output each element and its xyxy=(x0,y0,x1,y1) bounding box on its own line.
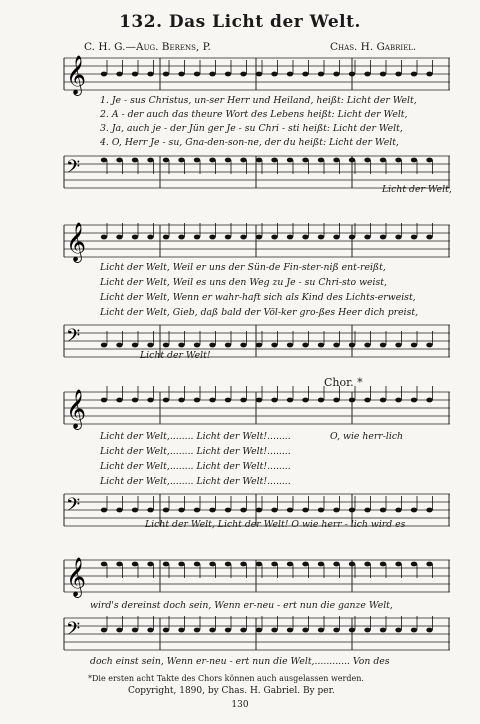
treble-clef-icon: 𝄞 xyxy=(66,222,87,262)
note-head xyxy=(287,562,293,567)
note-head xyxy=(380,72,386,77)
note-head xyxy=(163,343,169,348)
note-head xyxy=(147,343,153,348)
note-head xyxy=(194,235,200,240)
verse-line-1-3: 3. Ja, auch je - der Jün ger Je - su Chri - sti heißt: Licht der Welt, xyxy=(100,123,403,134)
footnote: *Die ersten acht Takte des Chors können auch ausgelassen werden. xyxy=(88,674,364,683)
bass-staff-4 xyxy=(64,618,450,652)
bass-clef-icon: 𝄢 xyxy=(66,619,81,644)
note-head xyxy=(116,235,122,240)
treble-staff-3 xyxy=(64,389,450,429)
chorus-verse-4: Licht der Welt,........ Licht der Welt!........ xyxy=(100,476,291,487)
note-head xyxy=(271,628,277,633)
note-head xyxy=(225,562,231,567)
note-head xyxy=(333,235,339,240)
note-head xyxy=(209,562,215,567)
note-head xyxy=(178,628,184,633)
note-head xyxy=(256,562,262,567)
note-head xyxy=(240,628,246,633)
note-head xyxy=(209,158,215,163)
note-head xyxy=(194,562,200,567)
note-head xyxy=(318,508,324,513)
note-head xyxy=(256,235,262,240)
note-head xyxy=(349,72,355,77)
note-head xyxy=(287,72,293,77)
note-head xyxy=(194,343,200,348)
note-head xyxy=(209,398,215,403)
note-head xyxy=(318,343,324,348)
note-head xyxy=(364,343,370,348)
note-head xyxy=(364,562,370,567)
note-head xyxy=(395,158,401,163)
note-head xyxy=(333,343,339,348)
note-head xyxy=(318,72,324,77)
note-head xyxy=(302,343,308,348)
note-head xyxy=(349,235,355,240)
note-head xyxy=(426,235,432,240)
note-head xyxy=(209,508,215,513)
note-head xyxy=(395,235,401,240)
note-head xyxy=(147,158,153,163)
note-head xyxy=(225,235,231,240)
chorus-verse-3: Licht der Welt,........ Licht der Welt!........ xyxy=(100,461,291,472)
note-head xyxy=(364,235,370,240)
note-head xyxy=(178,235,184,240)
note-head xyxy=(116,628,122,633)
note-head xyxy=(302,628,308,633)
note-head xyxy=(147,562,153,567)
note-head xyxy=(395,628,401,633)
note-head xyxy=(240,72,246,77)
note-head xyxy=(271,235,277,240)
note-head xyxy=(302,158,308,163)
note-head xyxy=(163,235,169,240)
note-head xyxy=(101,508,107,513)
note-head xyxy=(225,628,231,633)
note-head xyxy=(225,158,231,163)
note-head xyxy=(194,158,200,163)
treble-staff-2 xyxy=(64,222,450,262)
note-head xyxy=(132,235,138,240)
verse-line-1-1: 1. Je - sus Christus, un-ser Herr und Heiland, heißt: Licht der Welt, xyxy=(100,95,417,106)
note-head xyxy=(271,343,277,348)
treble-clef-icon: 𝄞 xyxy=(66,557,87,597)
note-head xyxy=(132,343,138,348)
note-head xyxy=(132,398,138,403)
note-head xyxy=(163,72,169,77)
note-head xyxy=(194,508,200,513)
note-head xyxy=(240,158,246,163)
note-head xyxy=(178,508,184,513)
note-head xyxy=(380,562,386,567)
verse-line-2-3: Licht der Welt, Wenn er wahr-haft sich als Kind des Lichts-erweist, xyxy=(100,292,416,303)
note-head xyxy=(380,158,386,163)
note-head xyxy=(240,398,246,403)
note-head xyxy=(225,398,231,403)
note-head xyxy=(364,72,370,77)
note-head xyxy=(240,235,246,240)
note-head xyxy=(178,562,184,567)
note-head xyxy=(147,628,153,633)
note-head xyxy=(178,343,184,348)
verse-line-2-2: Licht der Welt, Weil es uns den Weg zu Je - su Chri-sto weist, xyxy=(100,277,387,288)
note-head xyxy=(132,562,138,567)
note-head xyxy=(411,235,417,240)
note-head xyxy=(333,562,339,567)
note-head xyxy=(426,398,432,403)
note-head xyxy=(302,398,308,403)
note-head xyxy=(271,398,277,403)
note-head xyxy=(194,72,200,77)
note-head xyxy=(240,343,246,348)
note-head xyxy=(116,508,122,513)
note-head xyxy=(395,508,401,513)
note-head xyxy=(101,343,107,348)
note-head xyxy=(349,628,355,633)
note-head xyxy=(349,508,355,513)
note-head xyxy=(271,158,277,163)
note-head xyxy=(426,72,432,77)
note-head xyxy=(380,235,386,240)
note-head xyxy=(302,72,308,77)
note-head xyxy=(364,508,370,513)
note-head xyxy=(116,158,122,163)
note-head xyxy=(132,158,138,163)
note-head xyxy=(132,72,138,77)
note-head xyxy=(178,398,184,403)
note-head xyxy=(411,562,417,567)
bass-clef-icon: 𝄢 xyxy=(66,157,81,182)
note-head xyxy=(209,343,215,348)
note-head xyxy=(132,628,138,633)
note-head xyxy=(147,72,153,77)
note-head xyxy=(349,158,355,163)
note-head xyxy=(287,235,293,240)
treble-clef-icon: 𝄞 xyxy=(66,389,87,429)
bass-clef-icon: 𝄢 xyxy=(66,495,81,520)
note-head xyxy=(380,628,386,633)
treble-text-4: wird's dereinst doch sein, Wenn er-neu - ert nun die ganze Welt, xyxy=(90,600,393,611)
note-head xyxy=(256,508,262,513)
note-head xyxy=(225,343,231,348)
note-head xyxy=(302,235,308,240)
verse-line-2-1: Licht der Welt, Weil er uns der Sün-de Fin-ster-niß ent-reißt, xyxy=(100,262,386,273)
hymn-title: 132. Das Licht der Welt. xyxy=(119,12,361,32)
note-head xyxy=(209,235,215,240)
note-head xyxy=(411,72,417,77)
copyright: Copyright, 1890, by Chas. H. Gabriel. By per. xyxy=(128,686,335,696)
note-head xyxy=(240,562,246,567)
note-head xyxy=(318,628,324,633)
note-head xyxy=(178,158,184,163)
note-head xyxy=(333,508,339,513)
note-head xyxy=(178,72,184,77)
note-head xyxy=(194,628,200,633)
note-head xyxy=(271,508,277,513)
note-head xyxy=(426,562,432,567)
note-head xyxy=(318,398,324,403)
note-head xyxy=(364,158,370,163)
note-head xyxy=(318,158,324,163)
note-head xyxy=(256,398,262,403)
note-head xyxy=(116,398,122,403)
note-head xyxy=(271,72,277,77)
note-head xyxy=(209,72,215,77)
note-head xyxy=(163,158,169,163)
note-head xyxy=(271,562,277,567)
note-head xyxy=(163,398,169,403)
treble-staff-4 xyxy=(64,557,450,597)
chorus-verse-2: Licht der Welt,........ Licht der Welt!........ xyxy=(100,446,291,457)
note-head xyxy=(302,562,308,567)
verse-line-2-4: Licht der Welt, Gieb, daß bald der Völ-ker gro-ßes Heer dich preist, xyxy=(100,307,419,318)
lyricist-credit: C. H. G.—Aug. Berens, P. xyxy=(84,41,211,53)
note-head xyxy=(395,343,401,348)
note-head xyxy=(287,398,293,403)
note-head xyxy=(349,562,355,567)
note-head xyxy=(225,508,231,513)
note-head xyxy=(380,343,386,348)
chorus-label: Chor. * xyxy=(324,376,363,389)
note-head xyxy=(349,398,355,403)
note-head xyxy=(380,508,386,513)
note-head xyxy=(101,562,107,567)
note-head xyxy=(240,508,246,513)
bass-text-3: Licht der Welt, Licht der Welt! O wie herr - lich wird es xyxy=(145,519,406,530)
note-head xyxy=(101,72,107,77)
note-head xyxy=(194,398,200,403)
bass-staff-2 xyxy=(64,325,450,359)
note-head xyxy=(116,562,122,567)
bass-clef-icon: 𝄢 xyxy=(66,326,81,351)
note-head xyxy=(116,343,122,348)
note-head xyxy=(147,235,153,240)
note-head xyxy=(349,343,355,348)
note-head xyxy=(163,508,169,513)
verse-line-1-2: 2. A - der auch das theure Wort des Lebens heißt: Licht der Welt, xyxy=(100,109,408,120)
note-head xyxy=(101,628,107,633)
note-head xyxy=(333,72,339,77)
note-head xyxy=(426,628,432,633)
note-head xyxy=(395,398,401,403)
composer-credit: Chas. H. Gabriel. xyxy=(330,41,417,53)
note-head xyxy=(225,72,231,77)
page-number: 130 xyxy=(231,700,249,710)
chorus-text: O, wie herr-lich xyxy=(330,431,404,442)
note-head xyxy=(411,398,417,403)
note-head xyxy=(395,562,401,567)
note-head xyxy=(163,562,169,567)
note-head xyxy=(209,628,215,633)
note-head xyxy=(318,235,324,240)
note-head xyxy=(287,508,293,513)
note-head xyxy=(411,343,417,348)
note-head xyxy=(411,508,417,513)
note-head xyxy=(147,508,153,513)
note-head xyxy=(318,562,324,567)
note-head xyxy=(333,398,339,403)
note-head xyxy=(287,343,293,348)
chorus-verse-1: Licht der Welt,........ Licht der Welt!........ xyxy=(100,431,291,442)
note-head xyxy=(116,72,122,77)
treble-staff-1 xyxy=(64,55,450,95)
note-head xyxy=(426,158,432,163)
note-head xyxy=(163,628,169,633)
note-head xyxy=(132,508,138,513)
note-head xyxy=(101,158,107,163)
note-head xyxy=(380,398,386,403)
note-head xyxy=(302,508,308,513)
note-head xyxy=(101,235,107,240)
note-head xyxy=(147,398,153,403)
treble-clef-icon: 𝄞 xyxy=(66,55,87,95)
verse-line-1-4: 4. O, Herr Je - su, Gna-den-son-ne, der du heißt: Licht der Welt, xyxy=(100,137,399,148)
bass-cue-1: Licht der Welt, xyxy=(382,184,452,195)
note-head xyxy=(411,628,417,633)
note-head xyxy=(287,158,293,163)
note-head xyxy=(364,398,370,403)
note-head xyxy=(426,508,432,513)
bass-cue-2: Licht der Welt! xyxy=(140,350,211,361)
note-head xyxy=(333,628,339,633)
note-head xyxy=(256,158,262,163)
note-head xyxy=(256,343,262,348)
note-head xyxy=(395,72,401,77)
note-head xyxy=(426,343,432,348)
note-head xyxy=(256,72,262,77)
bass-text-4: doch einst sein, Wenn er-neu - ert nun die Welt,............ Von des xyxy=(90,656,390,667)
note-head xyxy=(333,158,339,163)
note-head xyxy=(364,628,370,633)
note-head xyxy=(101,398,107,403)
note-head xyxy=(411,158,417,163)
note-head xyxy=(287,628,293,633)
note-head xyxy=(256,628,262,633)
